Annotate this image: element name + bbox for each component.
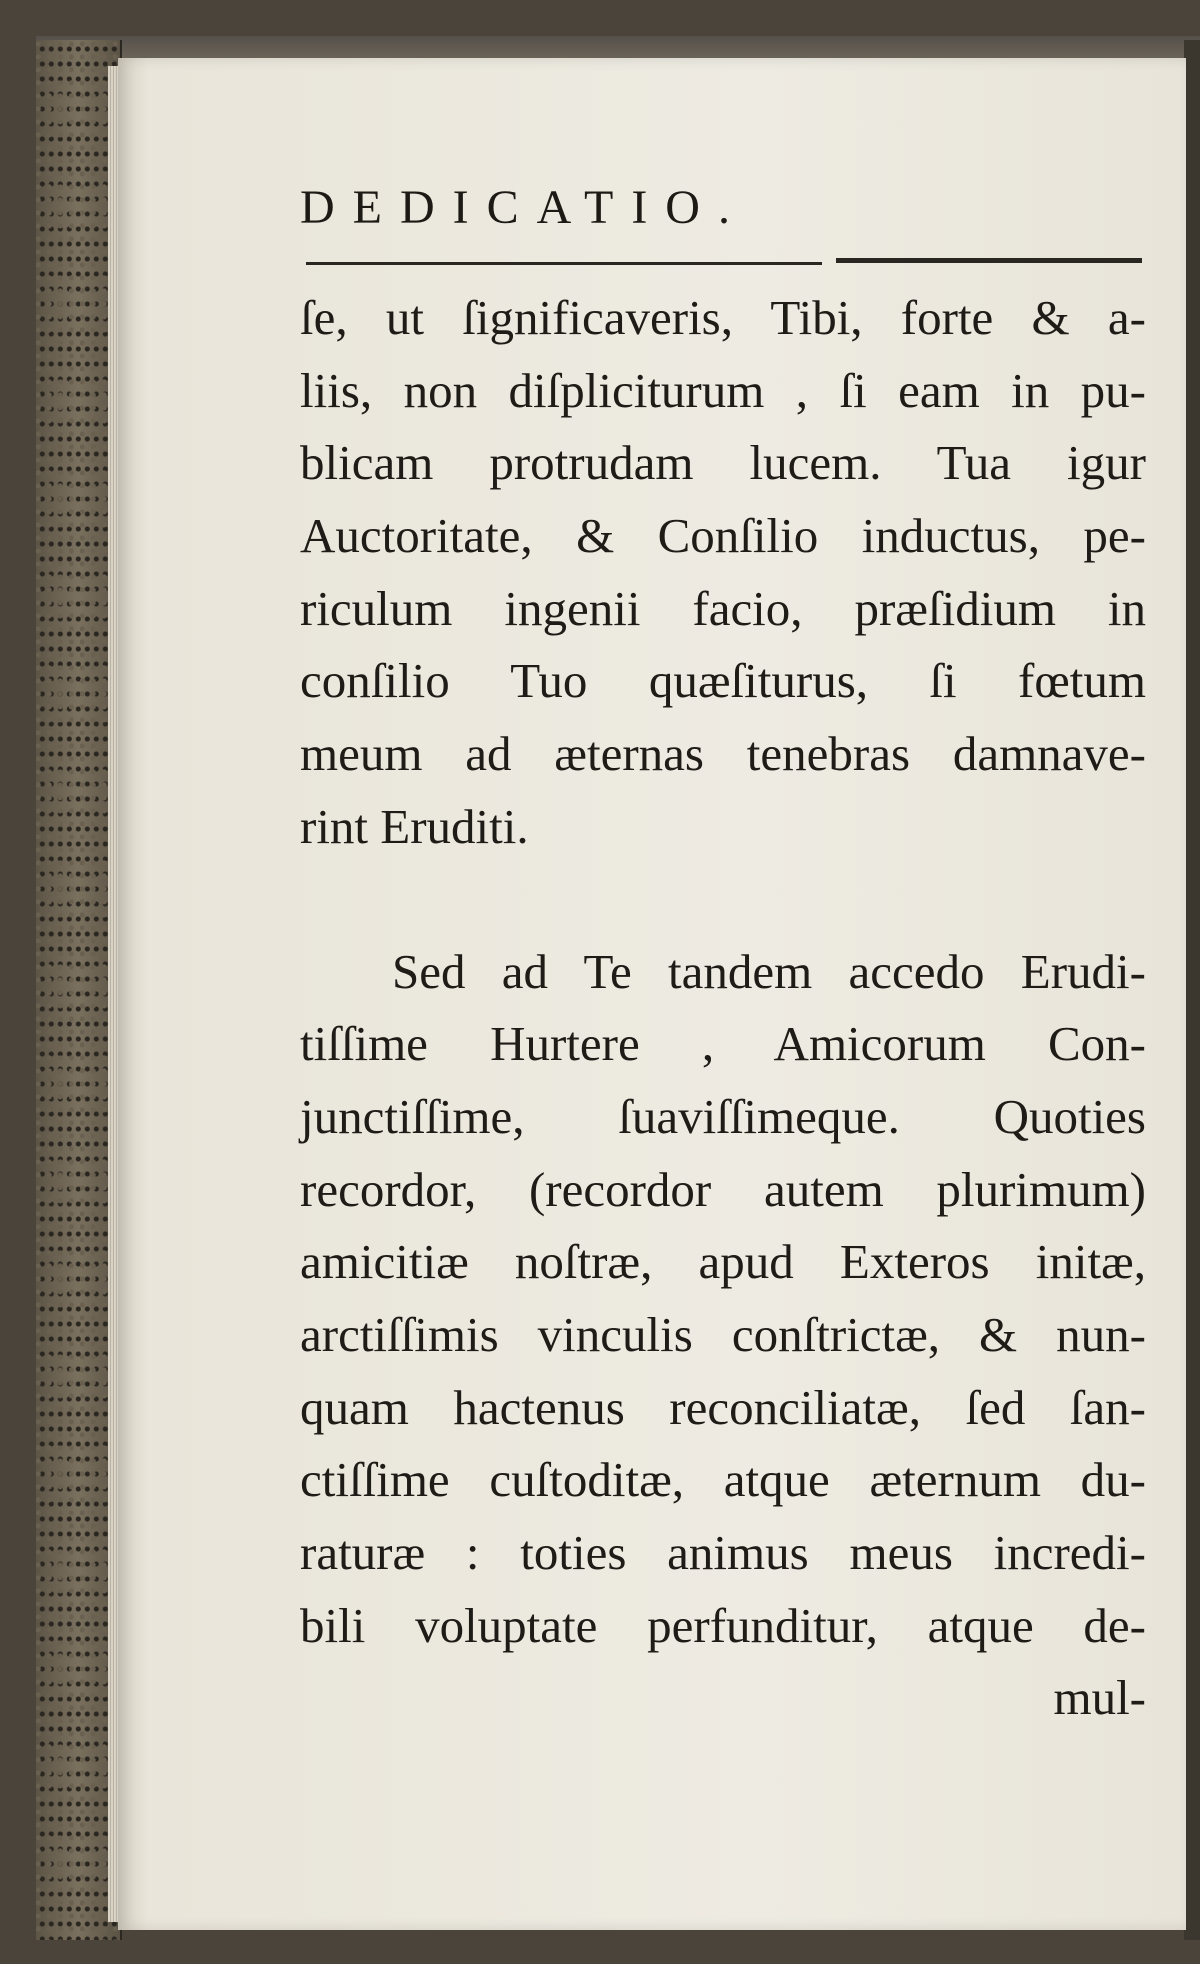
running-head: DEDICATIO. bbox=[300, 181, 748, 234]
text-line: ſe, ut ſignificaveris, Tibi, forte & a- bbox=[300, 290, 1146, 345]
text-line: ctiſſime cuſtoditæ, atque æternum du- bbox=[300, 1452, 1146, 1508]
cover-right-edge bbox=[1184, 40, 1200, 1940]
text-line: quam hactenus reconciliatæ, ſed ſan- bbox=[300, 1379, 1146, 1435]
body-text bbox=[300, 282, 1146, 1735]
head-rule bbox=[836, 258, 1142, 263]
text-line: arctiſſimis vinculis conſtrictæ, & nun- bbox=[300, 1306, 1146, 1362]
text-line: raturæ : toties animus meus incredi- bbox=[300, 1525, 1146, 1580]
text-line: junctiſſime, ſuaviſſimeque. Quoties bbox=[300, 1088, 1146, 1144]
text-line: meum ad æternas tenebras damnave- bbox=[300, 726, 1146, 782]
text-line: Auctoritate, & Conſilio inductus, pe- bbox=[300, 508, 1146, 564]
catchword: mul- bbox=[1053, 1670, 1146, 1726]
head-rule bbox=[306, 262, 822, 265]
text-line: blicam protrudam lucem. Tua igur bbox=[300, 435, 1146, 491]
text-line: rint Eruditi. bbox=[300, 798, 529, 854]
text-line: liis, non diſpliciturum , ſi eam in pu- bbox=[300, 362, 1146, 418]
text-line: Sed ad Te tandem accedo Erudi- bbox=[392, 943, 1146, 999]
text-line: conſilio Tuo quæſiturus, ſi fœtum bbox=[300, 653, 1146, 709]
text-line: riculum ingenii facio, præſidium in bbox=[300, 580, 1146, 636]
text-line: tiſſime Hurtere , Amicorum Con- bbox=[300, 1016, 1146, 1072]
paragraph-gap bbox=[300, 864, 1146, 936]
text-line: amicitiæ noſtræ, apud Exteros initæ, bbox=[300, 1234, 1146, 1290]
text-line: bili voluptate perfunditur, atque de- bbox=[300, 1597, 1146, 1653]
text-line: recordor, (recordor autem plurimum) bbox=[300, 1161, 1146, 1217]
